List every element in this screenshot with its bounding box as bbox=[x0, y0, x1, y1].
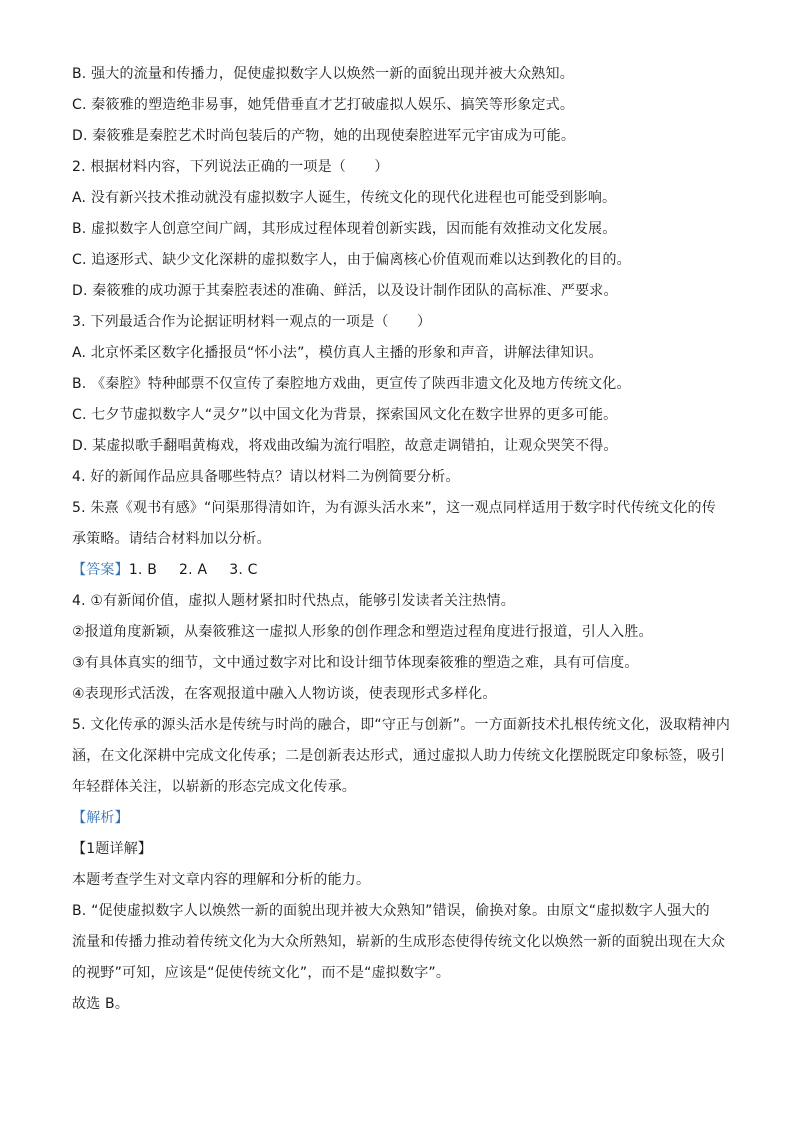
answer-4-point-4: ④表现形式活泼，在客观报道中融入人物访谈，使表现形式多样化。 bbox=[72, 686, 497, 702]
detail-line-4: 的视野”可知，应该是“促使传统文化”，而不是“虚拟数字”。 bbox=[72, 965, 451, 981]
question-3: 3. 下列最适合作为论据证明材料一观点的一项是（ ） bbox=[72, 314, 432, 330]
answer-label: 【答案】 bbox=[72, 562, 129, 578]
option-2d: D. 秦筱雅的成功源于其秦腔表述的准确、鲜活，以及设计制作团队的高标准、严要求。 bbox=[72, 283, 618, 299]
option-3d: D. 某虚拟歌手翻唱黄梅戏，将戏曲改编为流行唱腔，故意走调错拍，让观众哭笑不得。 bbox=[72, 438, 618, 454]
answer-4-point-1: 4. ①有新闻价值，虚拟人题材紧扣时代热点，能够引发读者关注热情。 bbox=[72, 593, 515, 609]
question-4: 4. 好的新闻作品应具备哪些特点？请以材料二为例简要分析。 bbox=[72, 469, 460, 485]
answer-5-line-2: 涵，在文化深耕中完成文化传承；二是创新表达形式，通过虚拟人助力传统文化摆脱既定印象标签，吸引 bbox=[72, 748, 726, 764]
analysis-label: 【解析】 bbox=[72, 810, 129, 826]
answer-4-point-2: ②报道角度新颖，从秦筱雅这一虚拟人形象的创作理念和塑造过程角度进行报道，引人入胜。 bbox=[72, 624, 653, 640]
detail-line-3: 流量和传播力推动着传统文化为大众所熟知，崭新的生成形态使得传统文化以焕然一新的面貌出现在大众 bbox=[72, 934, 726, 950]
detail-line-1: 本题考查学生对文章内容的理解和分析的能力。 bbox=[72, 872, 371, 888]
answer-5-line-3: 年轻群体关注，以崭新的形态完成文化传承。 bbox=[72, 779, 356, 795]
answer-4-point-3: ③有具体真实的细节，文中通过数字对比和设计细节体现秦筱雅的塑造之难，具有可信度。 bbox=[72, 655, 639, 671]
document-page bbox=[72, 64, 731, 1025]
option-2c: C. 追逐形式、缺少文化深耕的虚拟数字人，由于偏离核心价值观而难以达到教化的目的。 bbox=[72, 252, 631, 268]
detail-label: 【1题详解】 bbox=[72, 841, 153, 857]
answer-5-line-1: 5. 文化传承的源头活水是传统与时尚的融合，即“守正与创新”。一方面新技术扎根传统文化，汲取精神内 bbox=[72, 717, 731, 733]
question-5-line-2: 承策略。请结合材料加以分析。 bbox=[72, 531, 271, 547]
answer-row bbox=[72, 560, 722, 580]
option-3b: B. 《秦腔》特种邮票不仅宣传了秦腔地方戏曲，更宣传了陕西非遗文化及地方传统文化。 bbox=[72, 376, 631, 392]
question-2: 2. 根据材料内容，下列说法正确的一项是（ ） bbox=[72, 159, 389, 175]
option-1c: C. 秦筱雅的塑造绝非易事，她凭借垂直才艺打破虚拟人娱乐、搞笑等形象定式。 bbox=[72, 97, 575, 113]
option-1d: D. 秦筱雅是秦腔艺术时尚包装后的产物，她的出现使秦腔进军元宇宙成为可能。 bbox=[72, 128, 576, 144]
option-3c: C. 七夕节虚拟数字人“灵夕”以中国文化为背景，探索国风文化在数字世界的更多可能。 bbox=[72, 407, 618, 423]
detail-line-2: B. “促使虚拟数字人以焕然一新的面貌出现并被大众熟知”错误，偷换对象。由原文“虚拟数字人强大的 bbox=[72, 903, 710, 919]
option-1b: B. 强大的流量和传播力，促使虚拟数字人以焕然一新的面貌出现并被大众熟知。 bbox=[72, 66, 574, 82]
answer-1: 1. B bbox=[128, 562, 158, 578]
answer-2: 2. A bbox=[179, 562, 208, 578]
detail-line-5: 故选 B。 bbox=[72, 996, 130, 1012]
option-2a: A. 没有新兴技术推动就没有虚拟数字人诞生，传统文化的现代化进程也可能受到影响。 bbox=[72, 190, 617, 206]
question-5-line-1: 5. 朱熹《观书有感》“问渠那得清如许，为有源头活水来”，这一观点同样适用于数字时代传统文化的传 bbox=[72, 500, 716, 516]
answer-3: 3. C bbox=[229, 562, 258, 578]
option-2b: B. 虚拟数字人创意空间广阔，其形成过程体现着创新实践，因而能有效推动文化发展。 bbox=[72, 221, 617, 237]
option-3a: A. 北京怀柔区数字化播报员“怀小法”，模仿真人主播的形象和声音，讲解法律知识。 bbox=[72, 345, 603, 361]
